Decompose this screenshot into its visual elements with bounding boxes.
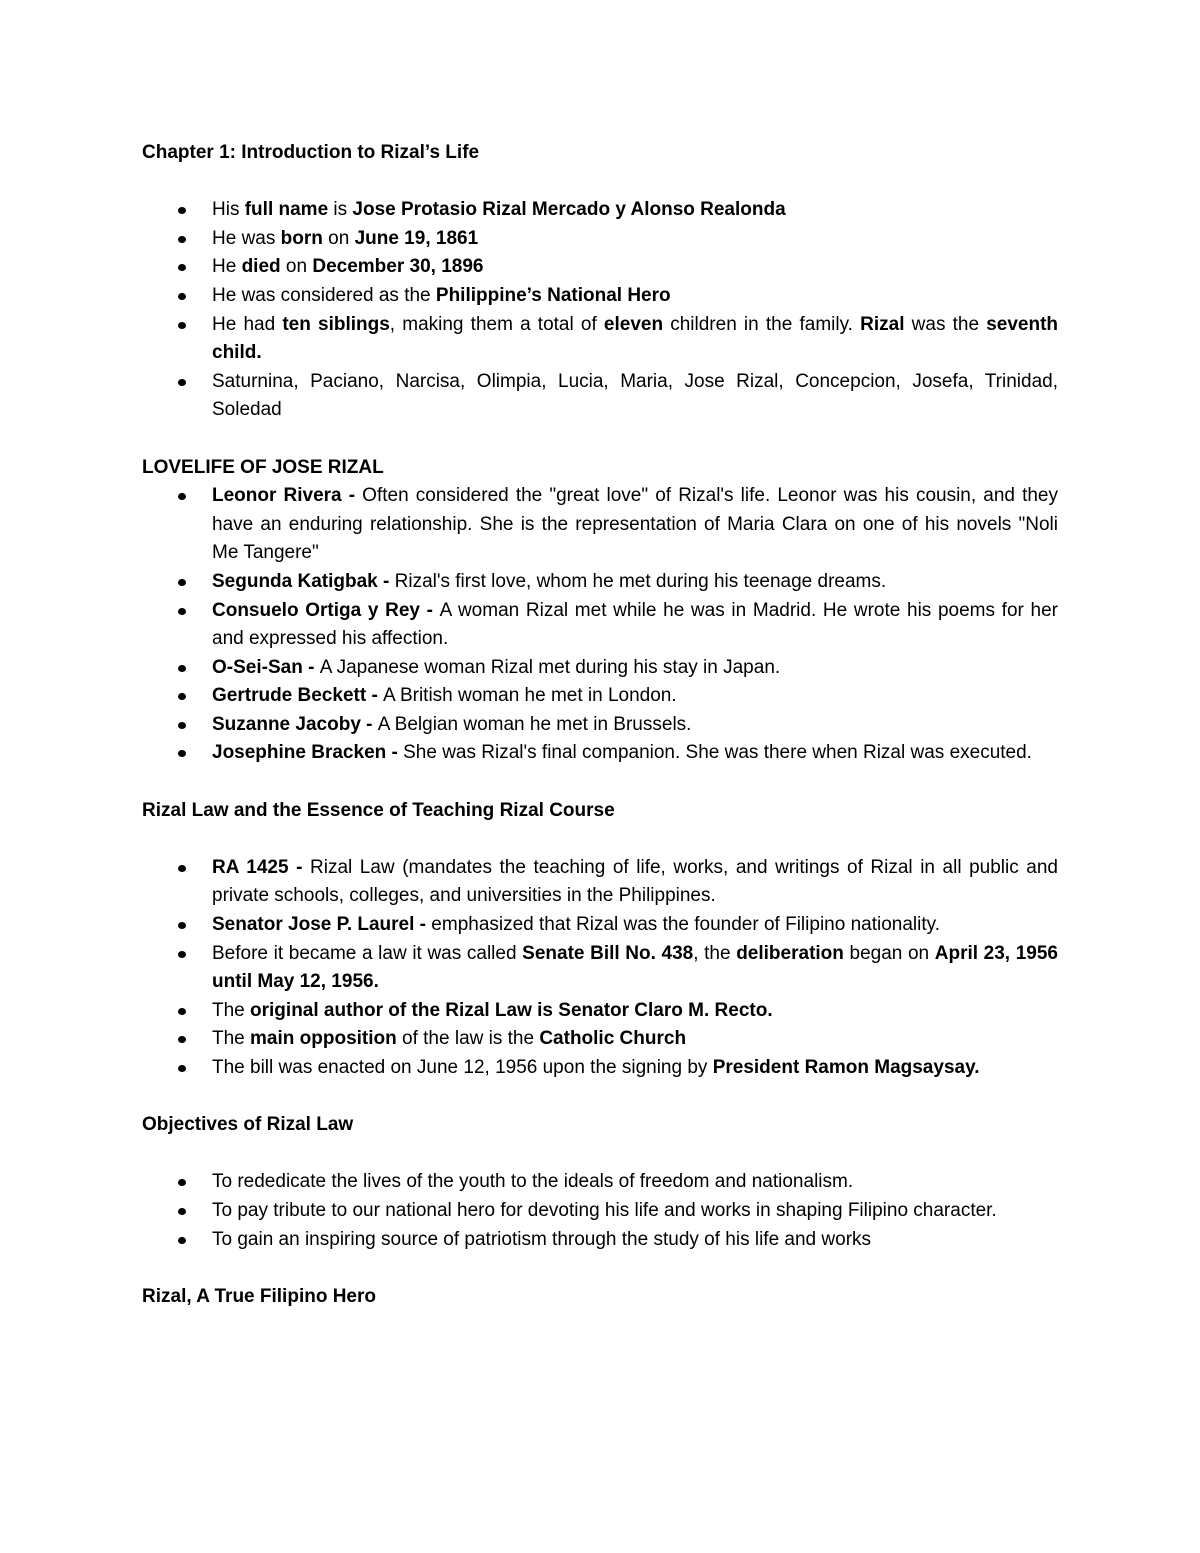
bullet-icon xyxy=(178,750,186,757)
text: To pay tribute to our national hero for devoting his life and works in shaping Filipino character. xyxy=(212,1199,997,1221)
bold-text: April 23, 1956 until May 12, 1956. xyxy=(212,942,1058,993)
bold-text: Consuelo Ortiga y Rey - xyxy=(212,599,440,621)
bold-text: eleven xyxy=(603,313,664,335)
text: on xyxy=(280,256,313,278)
bold-text: O-Sei-San - xyxy=(212,656,320,678)
text: His xyxy=(212,199,245,221)
text: began on xyxy=(843,942,935,964)
text: The xyxy=(212,1028,251,1050)
bold-text: Suzanne Jacoby - xyxy=(212,713,378,735)
list-item xyxy=(142,311,1058,368)
bullet-icon xyxy=(178,608,186,615)
list-item xyxy=(142,682,1058,711)
bold-text: June 19, 1861 xyxy=(354,227,479,249)
bullet-list xyxy=(142,1168,1058,1254)
bold-text: full name xyxy=(244,199,329,221)
text: He was xyxy=(212,227,281,249)
text: She was Rizal's final companion. She was there when Rizal was executed. xyxy=(403,742,1032,764)
bullet-icon xyxy=(178,1036,186,1043)
list-item xyxy=(142,568,1058,597)
list-item xyxy=(142,1168,1058,1197)
bullet-icon xyxy=(178,293,186,300)
list-item xyxy=(142,1054,1058,1083)
text: , the xyxy=(693,942,737,964)
list-item xyxy=(142,654,1058,683)
bold-text: deliberation xyxy=(736,942,844,964)
bullet-icon xyxy=(178,922,186,929)
bullet-list xyxy=(142,482,1058,768)
bold-text: Catholic Church xyxy=(539,1028,687,1050)
list-item xyxy=(142,1025,1058,1054)
list-item xyxy=(142,940,1058,997)
list-item xyxy=(142,482,1058,568)
list-item xyxy=(142,253,1058,282)
list-item xyxy=(142,225,1058,254)
bullet-icon xyxy=(178,236,186,243)
section xyxy=(142,1111,1058,1254)
text: , making them a total of xyxy=(389,313,604,335)
section-heading: LOVELIFE OF JOSE RIZAL xyxy=(142,456,384,478)
text: He was considered as the xyxy=(212,284,436,306)
bullet-list xyxy=(142,196,1058,425)
bold-text: Rizal xyxy=(860,313,905,335)
bullet-icon xyxy=(178,693,186,700)
section-heading: Rizal, A True Filipino Hero xyxy=(142,1285,377,1307)
bold-text: ten siblings xyxy=(282,313,390,335)
text: A Belgian woman he met in Brussels. xyxy=(377,713,692,735)
bold-text: seventh child. xyxy=(212,313,1059,364)
bold-text: Jose Protasio Rizal Mercado y Alonso Realonda xyxy=(352,199,786,221)
bullet-icon xyxy=(178,322,186,329)
bullet-icon xyxy=(178,207,186,214)
text: A British woman he met in London. xyxy=(383,685,677,707)
bullet-icon xyxy=(178,1179,186,1186)
list-item xyxy=(142,711,1058,740)
text: The xyxy=(212,999,251,1021)
text: on xyxy=(322,227,355,249)
bold-text: original author of the Rizal Law is Senator Claro M. Recto. xyxy=(250,999,773,1021)
text: Often considered the "great love" of Rizal's life. Leonor was his cousin, and they have an enduring relationship. She is the representation of Maria Clara on one of his novels "Noli Me Tangere" xyxy=(212,485,1058,564)
bullet-list xyxy=(142,854,1058,1083)
bullet-icon xyxy=(178,865,186,872)
text: is xyxy=(328,199,353,221)
bold-text: RA 1425 - xyxy=(212,856,310,878)
bullet-icon xyxy=(178,722,186,729)
section-heading: Rizal Law and the Essence of Teaching Rizal Course xyxy=(142,799,615,821)
list-item xyxy=(142,282,1058,311)
text: was the xyxy=(904,313,987,335)
text: The bill was enacted on June 12, 1956 upon the signing by xyxy=(212,1057,713,1078)
section xyxy=(142,139,1058,425)
section-heading: Objectives of Rizal Law xyxy=(142,1114,354,1136)
bullet-icon xyxy=(178,665,186,672)
text: A woman Rizal met while he was in Madrid. He wrote his poems for her and expressed his affection. xyxy=(212,599,1058,650)
bullet-icon xyxy=(178,951,186,958)
text: Saturnina, Paciano, Narcisa, Olimpia, Lucia, Maria, Jose Rizal, Concepcion, Josefa, Trinidad, Soledad xyxy=(212,370,1058,421)
bullet-icon xyxy=(178,1008,186,1015)
bullet-icon xyxy=(178,264,186,271)
section xyxy=(142,797,1058,1083)
text: He had xyxy=(212,313,283,335)
document-body xyxy=(142,139,1058,1311)
section xyxy=(142,1283,1058,1312)
text: Rizal's first love, whom he met during his teenage dreams. xyxy=(394,570,887,592)
text: Before it became a law it was called xyxy=(212,942,523,964)
list-item xyxy=(142,854,1058,911)
bold-text: Segunda Katigbak - xyxy=(212,570,395,592)
list-item xyxy=(142,911,1058,940)
list-item xyxy=(142,597,1058,654)
bold-text: born xyxy=(280,227,323,249)
text: emphasized that Rizal was the founder of Filipino nationality. xyxy=(431,914,941,936)
list-item xyxy=(142,196,1058,225)
section-heading: Chapter 1: Introduction to Rizal’s Life xyxy=(142,142,480,163)
section xyxy=(142,454,1058,769)
list-item xyxy=(142,368,1058,425)
bullet-icon xyxy=(178,1065,186,1072)
list-item xyxy=(142,997,1058,1026)
bold-text: Senate Bill No. 438 xyxy=(522,942,694,964)
text: To gain an inspiring source of patriotism through the study of his life and works xyxy=(212,1228,872,1250)
text: He xyxy=(212,256,242,278)
text: Rizal Law (mandates the teaching of life, works, and writings of Rizal in all public and private schools, colleges, and universities in the Philippines. xyxy=(212,856,1058,907)
bold-text: Senator Jose P. Laurel - xyxy=(212,914,432,936)
bullet-icon xyxy=(178,493,186,500)
list-item xyxy=(142,1197,1058,1226)
text: To rededicate the lives of the youth to the ideals of freedom and nationalism. xyxy=(212,1171,854,1193)
bold-text: died xyxy=(241,256,281,278)
bullet-icon xyxy=(178,579,186,586)
bold-text: Leonor Rivera - xyxy=(212,485,363,507)
list-item xyxy=(142,1226,1058,1255)
bold-text: Josephine Bracken - xyxy=(212,742,404,764)
bullet-icon xyxy=(178,379,186,386)
bold-text: Gertrude Beckett - xyxy=(212,685,384,707)
text: of the law is the xyxy=(396,1028,540,1050)
bold-text: Philippine’s National Hero xyxy=(435,284,671,306)
bold-text: President Ramon Magsaysay. xyxy=(712,1057,980,1078)
bullet-icon xyxy=(178,1208,186,1215)
text: children in the family. xyxy=(663,313,861,335)
bullet-icon xyxy=(178,1237,186,1244)
bold-text: December 30, 1896 xyxy=(312,256,484,278)
text: A Japanese woman Rizal met during his stay in Japan. xyxy=(319,656,781,678)
list-item xyxy=(142,739,1058,768)
bold-text: main opposition xyxy=(250,1028,397,1050)
